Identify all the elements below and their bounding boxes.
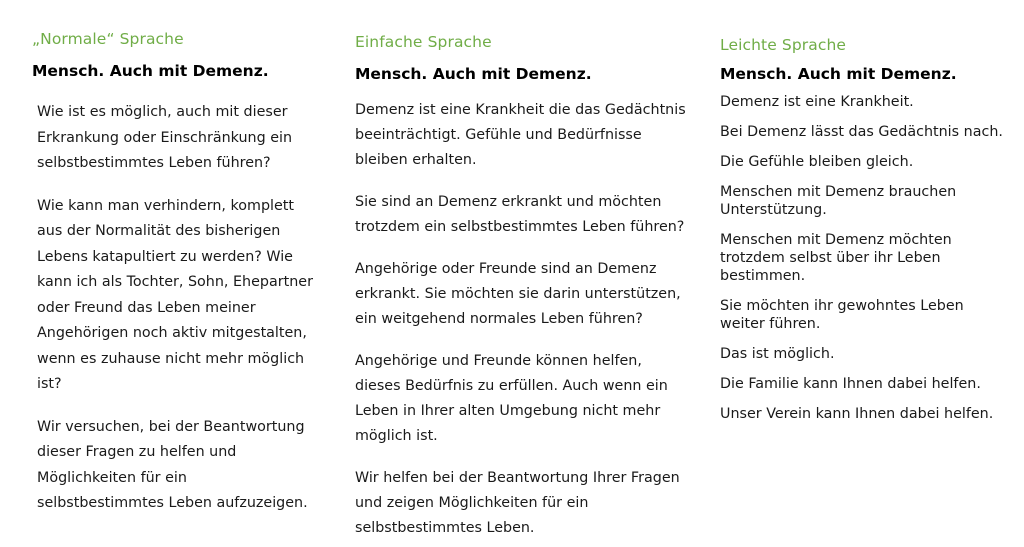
paragraph: Sie möchten ihr gewohntes Leben weiter führen. (720, 298, 964, 332)
paragraph: Demenz ist eine Krankheit. (720, 94, 914, 110)
paragraph: Menschen mit Demenz möchten trotzdem selbst über ihr Leben bestimmen. (720, 232, 952, 284)
paragraph: Wie kann man verhindern, komplett aus der Normalität des bisherigen Lebens katapultiert zu werden? Wie kann ich als Tochter, Sohn, Ehepartner oder Freund das Leben meiner Angehörigen noch aktiv mitgestalten, wenn es zuhause nicht mehr möglich ist? (37, 197, 313, 392)
column-heading: Einfache Sprache (355, 33, 492, 51)
paragraph: Unser Verein kann Ihnen dabei helfen. (720, 406, 994, 422)
column-title: Mensch. Auch mit Demenz. (720, 65, 957, 83)
paragraph: Menschen mit Demenz brauchen Unterstützung. (720, 184, 957, 218)
paragraph: Angehörige und Freunde können helfen, dieses Bedürfnis zu erfüllen. Auch wenn ein Leben in Ihrer alten Umgebung nicht mehr möglich ist. (355, 353, 668, 444)
paragraph-list (720, 93, 1003, 435)
column-title: Mensch. Auch mit Demenz. (355, 65, 592, 83)
paragraph-list (37, 100, 313, 534)
paragraph-list (355, 98, 686, 547)
column-heading: „Normale“ Sprache (32, 30, 184, 48)
paragraph: Angehörige oder Freunde sind an Demenz erkrankt. Sie möchten sie darin unterstützen, ein weitgehend normales Leben führen? (355, 261, 681, 327)
paragraph: Wir versuchen, bei der Beantwortung dieser Fragen zu helfen und Möglichkeiten für ein selbstbestimmtes Leben aufzuzeigen. (37, 418, 308, 511)
paragraph: Sie sind an Demenz erkrankt und möchten trotzdem ein selbstbestimmtes Leben führen? (355, 194, 685, 235)
paragraph: Wie ist es möglich, auch mit dieser Erkrankung oder Einschränkung ein selbstbestimmtes Leben führen? (37, 104, 293, 171)
column-heading: Leichte Sprache (720, 36, 847, 54)
paragraph: Wir helfen bei der Beantwortung Ihrer Fragen und zeigen Möglichkeiten für ein selbstbestimmtes Leben. (355, 470, 680, 536)
paragraph: Demenz ist eine Krankheit die das Gedächtnis beeinträchtigt. Gefühle und Bedürfnisse bleiben erhalten. (355, 102, 686, 168)
paragraph: Das ist möglich. (720, 346, 835, 362)
column-title: Mensch. Auch mit Demenz. (32, 62, 269, 80)
paragraph: Die Familie kann Ihnen dabei helfen. (720, 376, 981, 392)
paragraph: Die Gefühle bleiben gleich. (720, 154, 914, 170)
paragraph: Bei Demenz lässt das Gedächtnis nach. (720, 124, 1003, 140)
